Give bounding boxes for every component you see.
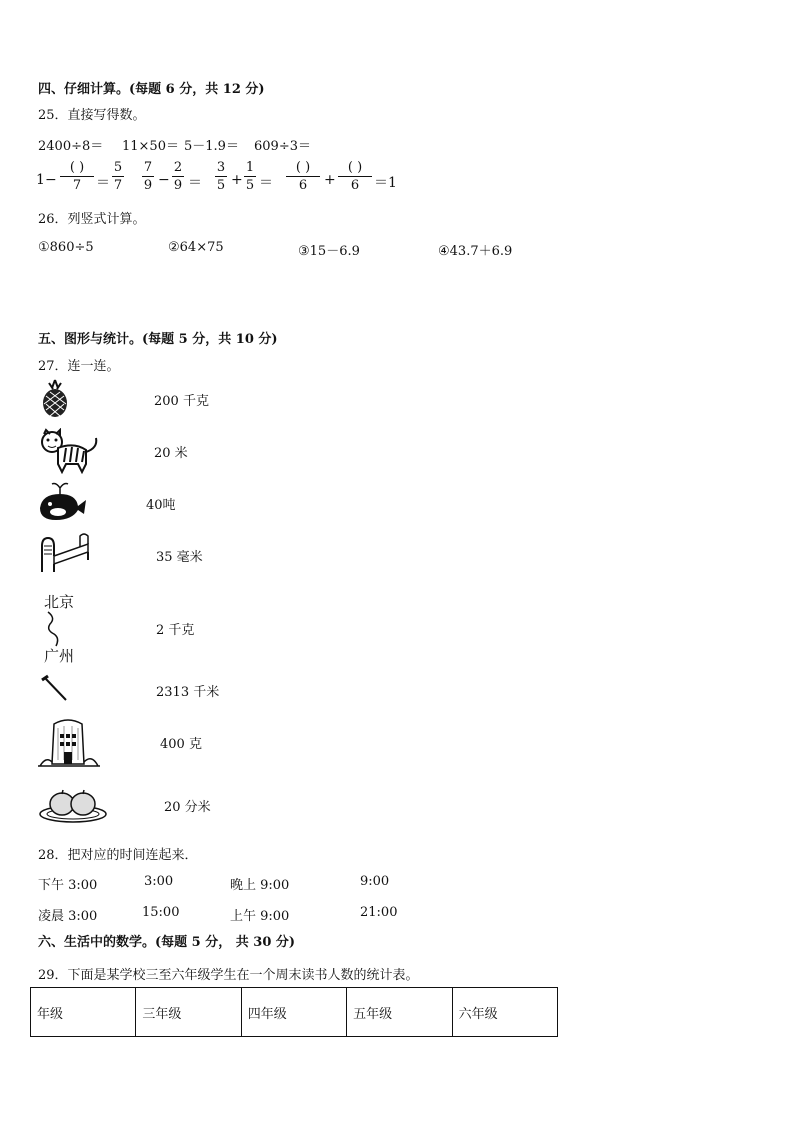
fraction xyxy=(172,160,184,193)
nail-icon xyxy=(38,674,72,704)
measure-label: 200 千克 xyxy=(154,394,209,409)
fraction xyxy=(142,160,154,193)
section-4-title: 四、仔细计算。(每题 6 分，共 12 分) xyxy=(38,82,265,97)
section-6-title: 六、生活中的数学。(每题 5 分， 共 30 分) xyxy=(38,935,296,950)
denominator: 5 xyxy=(216,178,226,193)
map-label-guangzhou: 广州 xyxy=(44,647,75,665)
calc-item: 11×50＝ xyxy=(122,139,179,154)
numerator: 2 xyxy=(173,160,183,175)
whale-icon xyxy=(36,480,88,522)
time-item: 3:00 xyxy=(144,874,174,889)
measure-label: 400 克 xyxy=(160,737,202,752)
measure-label: 2 千克 xyxy=(156,623,195,638)
denominator: 7 xyxy=(113,178,123,193)
measure-label: 35 毫米 xyxy=(156,550,203,565)
fraction-blank: ( ) xyxy=(295,160,311,175)
time-item: 下午 3:00 xyxy=(38,878,98,893)
bed-icon xyxy=(38,532,92,576)
fraction xyxy=(215,160,227,193)
equals-sign: ＝ xyxy=(188,175,202,191)
numerator: 7 xyxy=(143,160,153,175)
measure-label: 20 米 xyxy=(154,446,188,461)
fraction xyxy=(286,160,320,193)
table-header-cell: 三年级 xyxy=(136,988,241,1037)
calc-item: 2400÷8＝ xyxy=(38,139,104,154)
time-item: 9:00 xyxy=(360,874,390,889)
fraction xyxy=(244,160,256,193)
equals-sign: ＝ xyxy=(96,175,110,191)
minus-sign: − xyxy=(45,172,57,188)
table-header-cell: 六年级 xyxy=(452,988,557,1037)
tiger-icon xyxy=(38,428,102,474)
measure-label: 2313 千米 xyxy=(156,685,220,700)
pineapple-icon xyxy=(38,378,72,418)
fraction xyxy=(112,160,124,193)
table-header-cell: 四年级 xyxy=(241,988,346,1037)
vertical-calc-item: ②64×75 xyxy=(168,240,224,255)
vertical-calc-item: ①860÷5 xyxy=(38,240,94,255)
question-29: 29．下面是某学校三至六年级学生在一个周末读书人数的统计表。 xyxy=(38,968,419,983)
integer-one: 1 xyxy=(36,172,45,188)
table-header-cell: 年级 xyxy=(31,988,136,1037)
question-28: 28．把对应的时间连起来． xyxy=(38,848,198,863)
calc-item: 609÷3＝ xyxy=(254,139,311,154)
measure-label: 20 分米 xyxy=(164,800,211,815)
apple-plate-icon xyxy=(38,786,108,824)
reading-stats-table xyxy=(30,987,558,1037)
fraction-blank: ( ) xyxy=(69,160,85,175)
denominator: 9 xyxy=(143,178,153,193)
denominator: 6 xyxy=(350,178,360,193)
table-row xyxy=(31,988,558,1037)
fraction xyxy=(338,160,372,193)
denominator: 9 xyxy=(173,178,183,193)
route-line xyxy=(42,610,72,648)
equals-one: ＝1 xyxy=(374,175,397,191)
numerator: 1 xyxy=(245,160,255,175)
equals-sign: ＝ xyxy=(259,175,273,191)
minus-sign: − xyxy=(158,172,170,188)
fraction xyxy=(60,160,94,193)
building-icon xyxy=(38,714,100,768)
calc-item: 5－1.9＝ xyxy=(184,139,239,154)
question-27: 27．连一连。 xyxy=(38,359,120,374)
time-item: 凌晨 3:00 xyxy=(38,909,98,924)
fraction-blank: ( ) xyxy=(347,160,363,175)
time-item: 上午 9:00 xyxy=(230,909,290,924)
vertical-calc-item: ③15－6.9 xyxy=(298,244,360,259)
numerator: 5 xyxy=(113,160,123,175)
question-26: 26．列竖式计算。 xyxy=(38,212,146,227)
numerator: 3 xyxy=(216,160,226,175)
plus-sign: + xyxy=(324,172,336,188)
map-label-beijing: 北京 xyxy=(44,593,75,611)
time-item: 21:00 xyxy=(360,905,398,920)
denominator: 5 xyxy=(245,178,255,193)
question-25: 25．直接写得数。 xyxy=(38,108,146,123)
measure-label: 40吨 xyxy=(146,498,176,513)
denominator: 7 xyxy=(72,178,82,193)
time-item: 晚上 9:00 xyxy=(230,878,290,893)
plus-sign: + xyxy=(231,172,243,188)
time-item: 15:00 xyxy=(142,905,180,920)
vertical-calc-item: ④43.7＋6.9 xyxy=(438,244,513,259)
denominator: 6 xyxy=(298,178,308,193)
section-5-title: 五、图形与统计。(每题 5 分，共 10 分) xyxy=(38,332,278,347)
table-header-cell: 五年级 xyxy=(347,988,452,1037)
